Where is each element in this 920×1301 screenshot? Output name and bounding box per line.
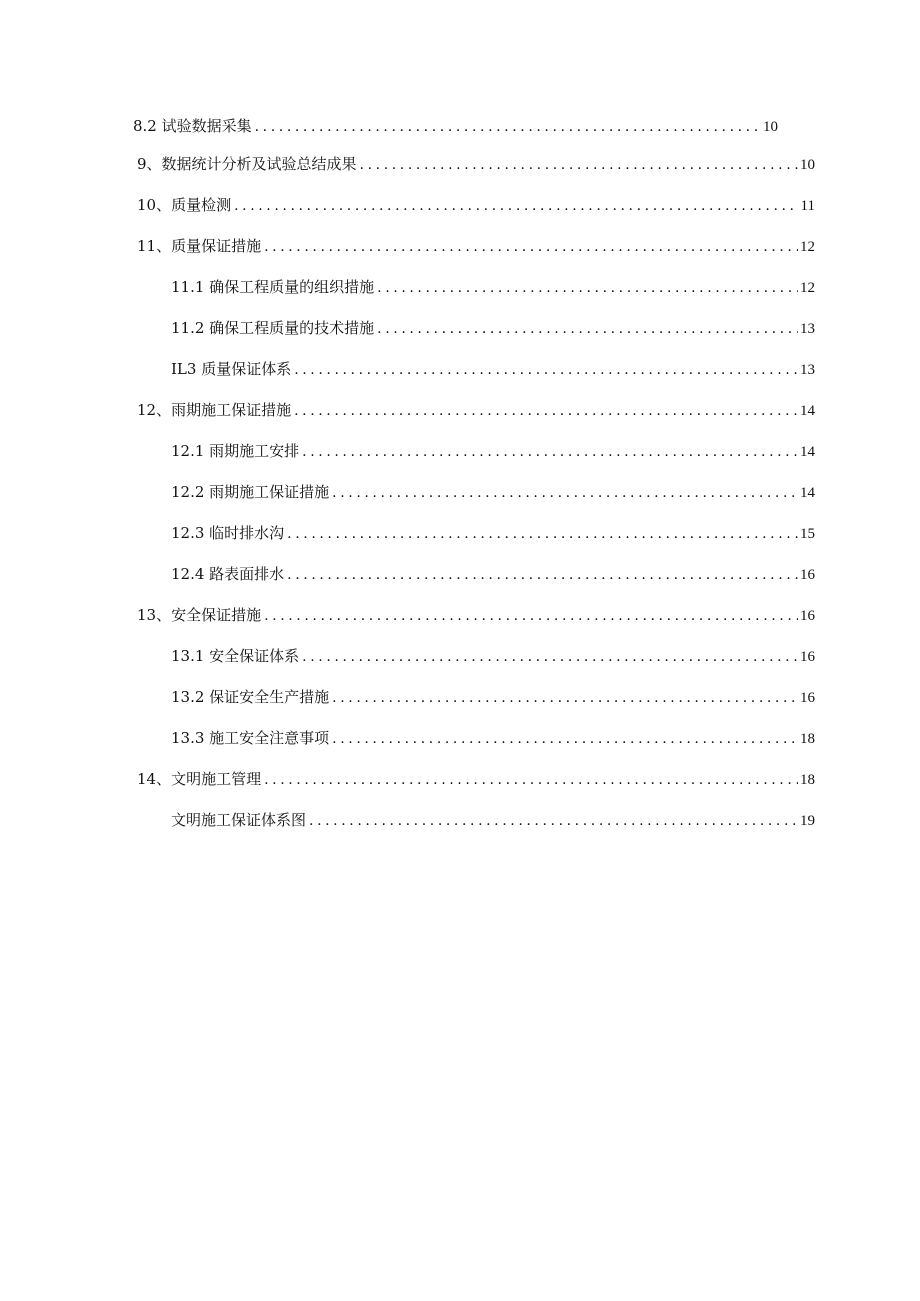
toc-entry[interactable] <box>171 523 815 543</box>
toc-entry-title: 文明施工保证体系图 <box>171 811 307 829</box>
toc-entry[interactable] <box>137 400 815 420</box>
toc-entry-page: 14 <box>800 485 815 501</box>
toc-leader-dots <box>287 565 798 585</box>
toc-entry-title: 13.3 施工安全注意事项 <box>171 729 330 747</box>
toc-leader-dots <box>255 117 761 137</box>
toc-entry-page: 12 <box>800 280 815 296</box>
toc-entry-title: 11.1 确保工程质量的组织措施 <box>171 278 375 296</box>
toc-entry-title: 9、数据统计分析及试验总结成果 <box>137 155 357 173</box>
toc-entry[interactable] <box>137 236 815 256</box>
toc-entry-page: 15 <box>800 526 815 542</box>
toc-leader-dots <box>264 606 798 626</box>
toc-entry-page: 11 <box>800 198 815 214</box>
toc-entry-page: 14 <box>800 403 815 419</box>
toc-entry-title: 11、质量保证措施 <box>137 237 262 255</box>
toc-leader-dots <box>332 688 798 708</box>
toc-entry-title: 14、文明施工管理 <box>137 770 262 788</box>
toc-entry-title: 12.3 临时排水沟 <box>171 524 285 542</box>
toc-entry-title: 12.4 路表面排水 <box>171 565 285 583</box>
toc-leader-dots <box>264 237 798 257</box>
toc-leader-dots <box>287 524 798 544</box>
toc-entry[interactable] <box>171 482 815 502</box>
toc-entry[interactable] <box>137 154 815 174</box>
toc-entry-page: 18 <box>800 772 815 788</box>
toc-entry[interactable] <box>171 441 815 461</box>
toc-leader-dots <box>360 155 798 175</box>
toc-entry-page: 13 <box>800 321 815 337</box>
toc-leader-dots <box>264 770 798 790</box>
toc-entry[interactable] <box>171 318 815 338</box>
toc-entry-page: 12 <box>800 239 815 255</box>
toc-entry-page: 16 <box>800 649 815 665</box>
toc-leader-dots <box>332 483 798 503</box>
toc-entry-page: 16 <box>800 608 815 624</box>
toc-entry[interactable] <box>171 810 815 830</box>
toc-entry[interactable] <box>171 359 815 379</box>
toc-entry[interactable] <box>171 277 815 297</box>
toc-entry-page: 14 <box>800 444 815 460</box>
toc-leader-dots <box>234 196 798 216</box>
toc-entry[interactable] <box>171 728 815 748</box>
toc-leader-dots <box>302 442 798 462</box>
toc-entry-page: 19 <box>800 813 815 829</box>
toc-entry-title: 12.2 雨期施工保证措施 <box>171 483 330 501</box>
toc-entry[interactable] <box>137 769 815 789</box>
toc-entry-title: 11.2 确保工程质量的技术措施 <box>171 319 375 337</box>
toc-entry-page: 16 <box>800 690 815 706</box>
toc-entry-title: 13.2 保证安全生产措施 <box>171 688 330 706</box>
toc-entry-title: 8.2 试验数据采集 <box>133 117 252 135</box>
toc-entry[interactable] <box>137 605 815 625</box>
toc-leader-dots <box>302 647 798 667</box>
toc-entry-title: 13.1 安全保证体系 <box>171 647 300 665</box>
toc-entry-page: 10 <box>763 119 778 135</box>
toc-entry[interactable] <box>133 116 778 136</box>
toc-entry-title: 12.1 雨期施工安排 <box>171 442 300 460</box>
toc-leader-dots <box>309 811 798 831</box>
toc-leader-dots <box>294 360 798 380</box>
toc-entry-page: 13 <box>800 362 815 378</box>
toc-entry-title: IL3 质量保证体系 <box>171 360 292 378</box>
toc-entry-page: 16 <box>800 567 815 583</box>
toc-leader-dots <box>332 729 798 749</box>
toc-entry-page: 18 <box>800 731 815 747</box>
toc-entry[interactable] <box>171 687 815 707</box>
toc-entry-title: 12、雨期施工保证措施 <box>137 401 292 419</box>
toc-entry[interactable] <box>137 195 815 215</box>
toc-entry[interactable] <box>171 646 815 666</box>
toc-leader-dots <box>294 401 798 421</box>
toc-entry-title: 10、质量检测 <box>137 196 232 214</box>
toc-leader-dots <box>377 278 798 298</box>
toc-leader-dots <box>377 319 798 339</box>
toc-entry-page: 10 <box>800 157 815 173</box>
toc-entry[interactable] <box>171 564 815 584</box>
toc-entry-title: 13、安全保证措施 <box>137 606 262 624</box>
